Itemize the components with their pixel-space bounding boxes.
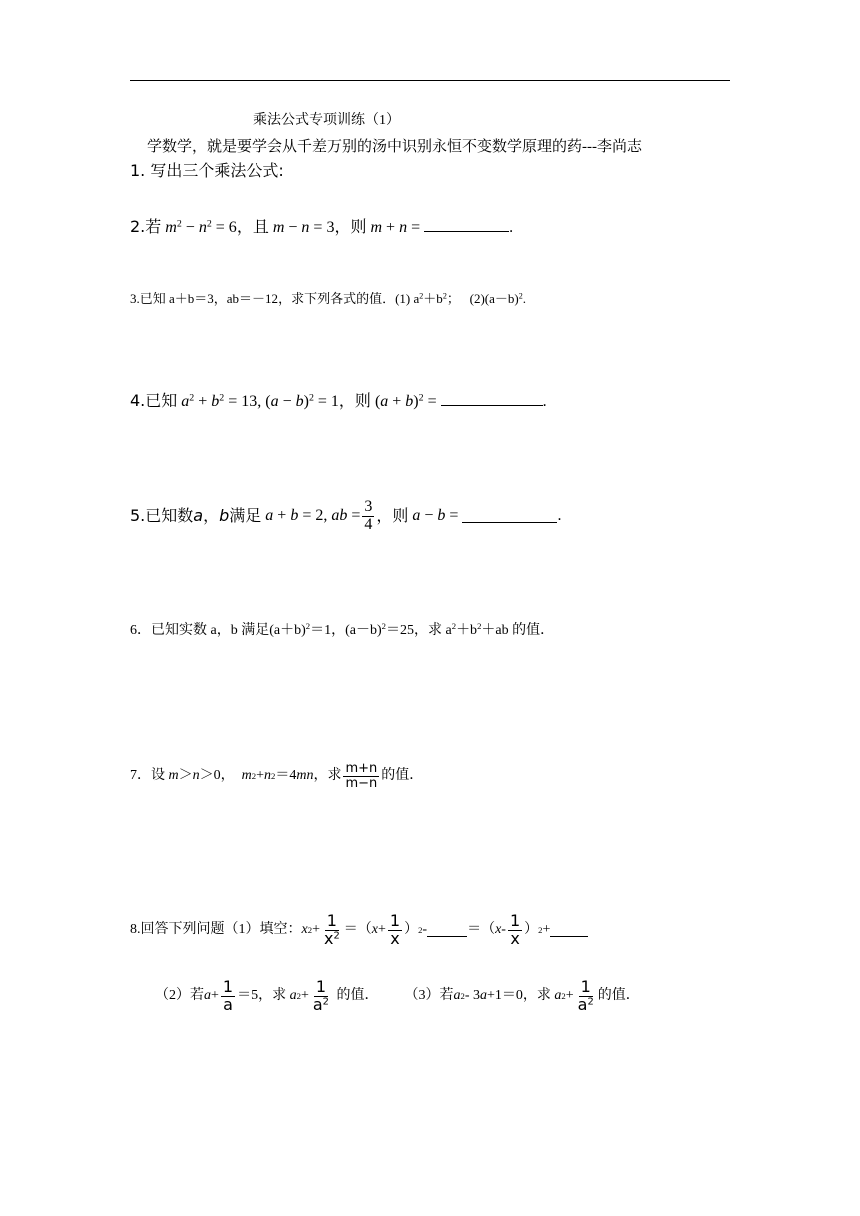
q5-mid: 满足	[229, 506, 262, 525]
page-title: 乘法公式专项训练（1）	[253, 113, 400, 128]
q2-expr3: m + n =	[370, 219, 425, 236]
q5-expr2: a − b =	[412, 507, 463, 524]
q8-fraction-2: $\frac{1}{x}$	[389, 910, 401, 948]
q8-part3-fraction: $\frac{1}{a^2}$	[577, 976, 594, 1014]
answer-blank[interactable]	[462, 510, 557, 523]
q3-part1: (1) $a^2+b^2$；	[395, 291, 460, 306]
q8-part2-fraction-2: $\frac{1}{a^2}$	[312, 976, 329, 1014]
question-1: 1. 写出三个乘法公式:	[130, 161, 284, 180]
answer-blank[interactable]	[441, 393, 543, 406]
q5-then: ，则	[376, 506, 409, 525]
quote: 学数学，就是要学会从千差万别的汤中识别永恒不变数学原理的药---李尚志	[147, 139, 642, 155]
q2-prefix: 2.若	[130, 217, 162, 236]
answer-blank[interactable]	[424, 219, 509, 232]
q2-expr2: m − n = 3	[272, 219, 335, 236]
q4-expr1: $a^2 + b^2 = 13$, $(a - b)^2 = 1$	[181, 392, 339, 410]
q5-fraction: $\frac{3}{4}$	[364, 497, 373, 533]
q4-prefix: 4.已知	[130, 391, 178, 410]
question-6: 6．已知实数 a，b 满足$(a+b)^2=1$，$(a-b)^2=25$，求 $a^2+b^2+ab$ 的值．	[130, 621, 555, 638]
q8-fraction-3: $\frac{1}{x}$	[509, 910, 521, 948]
q5-var-a: a	[193, 506, 204, 525]
q8-part2-fraction: $\frac{1}{a}$	[222, 976, 234, 1014]
q5-prefix: 5.已知数	[130, 506, 194, 525]
q3-cond: a＋b＝3，ab＝－12	[169, 291, 279, 306]
q4-expr2: $(a + b)^2$ =	[370, 392, 441, 410]
q3-prefix: 3.已知	[130, 291, 166, 306]
question-5: 5.已知数 a ， b 满足 a + b = 2, ab = $\frac{3}{4}$ ，则 a − b = .	[130, 497, 562, 533]
answer-blank[interactable]	[550, 924, 588, 937]
answer-blank[interactable]	[427, 924, 467, 937]
q2-and: ，且	[236, 217, 269, 236]
q5-expr1: a + b = 2, ab =	[265, 507, 361, 524]
header-rule	[130, 80, 730, 81]
q2-then: ，则	[334, 217, 367, 236]
q3-part2: $(2)(a-b)^2$.	[469, 291, 526, 306]
question-8: 8.回答下列问题（1）填空： x 2 + $\frac{1}{x^2}$ ＝（ x + $\frac{1}{x}$ ） 2 - ＝（ x - $\frac{1}{x}$ ） 2 +	[130, 908, 588, 952]
q3-ask: ，求下列各式的值．	[278, 291, 396, 306]
question-3	[130, 292, 526, 305]
question-2: 2.若 $m^2 - n^2 = 6$，且 m − n = 3，则 m + n = .	[130, 217, 514, 236]
question-7: 7．设 m ＞ n ＞0 ， m 2 + n 2 ＝4 mn ，求 $\frac{m+n}{m-n}$ 的值．	[130, 760, 424, 791]
q2-expr1: $m^2 - n^2 = 6$	[165, 218, 237, 236]
q4-then: ，则	[338, 391, 371, 410]
q7-fraction: $\frac{m+n}{m-n}$	[345, 760, 378, 791]
question-4: 4.已知 $a^2 + b^2 = 13$, $(a - b)^2 = 1$，则 $(a + b)^2$ = .	[130, 391, 547, 410]
q5-var-b: b	[219, 506, 230, 525]
q8-fraction-1: $\frac{1}{x^2}$	[323, 910, 340, 948]
question-8-parts: （2）若 a + $\frac{1}{a}$ ＝5，求 a 2 + $\frac{1}{a^2}$ 的值． （3）若 a 2 - 3 a +1 ＝0，求 a 2 + $\frac{1}{a^2}$ 的值．	[155, 976, 640, 1014]
